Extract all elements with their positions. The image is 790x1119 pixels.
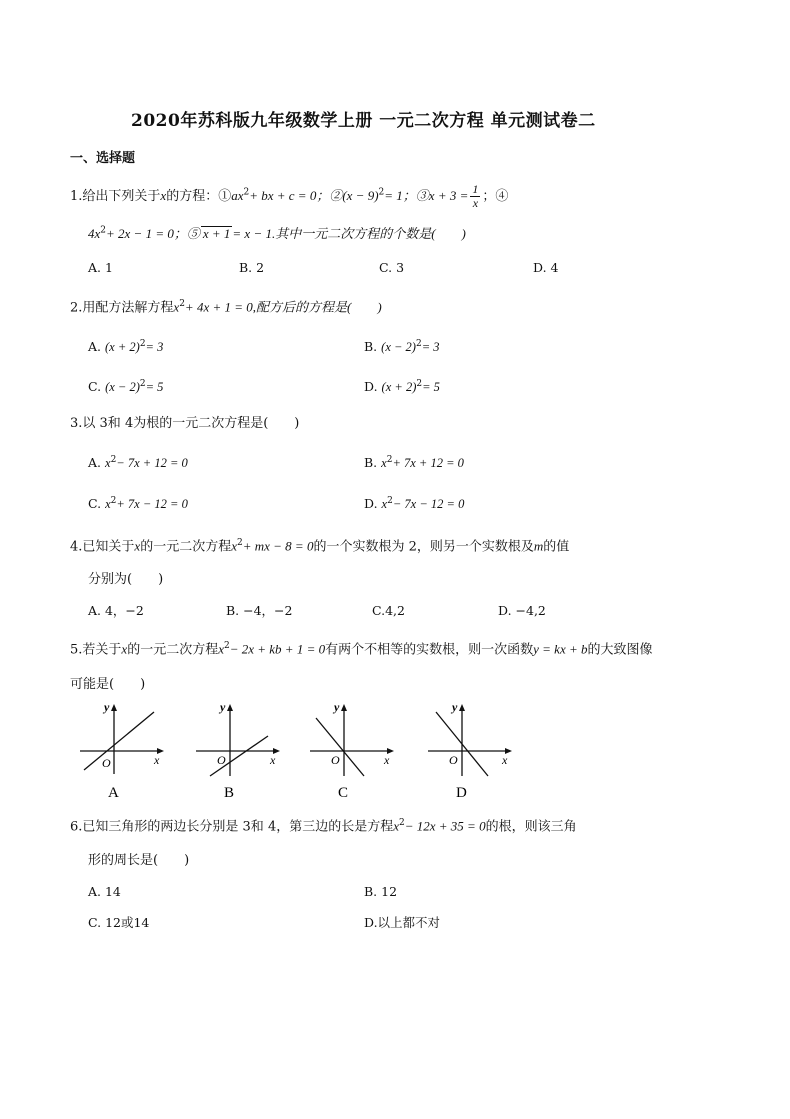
- origin-label: O: [449, 753, 458, 767]
- graph-label: A: [108, 785, 119, 800]
- x-axis-label: x: [154, 753, 160, 767]
- q4-option-a: A. 4，−2: [88, 603, 144, 618]
- y-axis-label: y: [104, 700, 110, 714]
- q3-option-a: A. $x^2- 7x + 12 = 0$: [88, 455, 188, 471]
- q4-option-c: C.4,2: [372, 603, 405, 618]
- q6-option-d: D.以上都不对: [364, 915, 441, 930]
- q1-option-d: D. 4: [533, 260, 559, 275]
- y-axis-label: y: [220, 700, 226, 714]
- graph-label: D: [456, 785, 467, 800]
- x-axis-label: x: [270, 753, 276, 767]
- graph-option-a: [76, 696, 168, 800]
- q3-option-c: C. $x^2+ 7x - 12 = 0$: [88, 496, 188, 512]
- q3-option-b: B. $x^2+ 7x + 12 = 0$: [364, 455, 464, 471]
- section-heading: 一、选择题: [70, 151, 136, 166]
- q2-option-b: B. $(x - 2)^2= 3$: [364, 339, 440, 355]
- q2-option-c: C. $(x - 2)^2= 5$: [88, 379, 164, 395]
- x-axis-label: x: [502, 753, 508, 767]
- q4-option-d: D. −4,2: [498, 603, 546, 618]
- graph-label: B: [224, 785, 235, 800]
- graph-option-c: [306, 696, 398, 800]
- q4-option-b: B. −4，−2: [226, 603, 293, 618]
- graph-option-b: [192, 696, 284, 800]
- y-axis-label: y: [334, 700, 340, 714]
- q2-option-d: D. $(x + 2)^2= 5$: [364, 379, 440, 395]
- x-axis-label: x: [384, 753, 390, 767]
- y-axis-label: y: [452, 700, 458, 714]
- graph-label: C: [338, 785, 349, 800]
- fraction-1-over-x: $\frac{1}{x}$: [472, 182, 479, 210]
- question-6-line-2: 形的周长是( ): [88, 853, 190, 868]
- question-5-line-2: 可能是( ): [70, 677, 146, 692]
- q2-option-a: A. $(x + 2)^2= 3$: [88, 339, 164, 355]
- q6-option-c: C. 12或14: [88, 915, 150, 930]
- origin-label: O: [217, 753, 226, 767]
- origin-label: O: [331, 753, 340, 767]
- question-6-line-1: 6.已知三角形的两边长分别是 3和 4，第三边的长是方程$x^2- 12x + 35 = 0$的根，则该三角: [70, 818, 577, 835]
- question-4-line-1: 4.已知关于x的一元二次方程$x^2+$ mx − 8 = 0的一个实数根为 2，则另一个实数根及m的值: [70, 538, 570, 555]
- square-root: x + 1: [202, 226, 231, 241]
- q1-option-c: C. 3: [379, 260, 405, 275]
- graph-option-d: [424, 696, 516, 800]
- q1-option-b: B. 2: [239, 260, 265, 275]
- question-1-line-1: 1.给出下列关于x的方程：$①ax^2+$ bx + c = 0；②(x − 9)$^2$= 1；③x + 3 = $\frac{1}{x}$ ；④: [70, 182, 509, 210]
- question-3: 3.以 3和 4为根的一元二次方程是( ): [70, 416, 300, 431]
- question-4-line-2: 分别为( ): [88, 572, 164, 587]
- origin-label: O: [102, 756, 111, 770]
- q6-option-b: B. 12: [364, 884, 398, 899]
- page-title: 2020年苏科版九年级数学上册 一元二次方程 单元测试卷二: [131, 111, 596, 131]
- question-5-line-1: 5.若关于x的一元二次方程$x^2- 2x$ + kb + 1 = 0有两个不相等的实数根，则一次函数y = kx + b的大致图像: [70, 641, 653, 658]
- question-1-line-2: $4x^2+ 2x - 1 = 0$；⑤ x + 1 = x − 1.其中一元二次方程的个数是( ): [88, 225, 466, 241]
- q3-option-d: D. $x^2- 7x - 12 = 0$: [364, 496, 465, 512]
- q1-option-a: A. 1: [88, 260, 113, 275]
- question-2: 2.用配方法解方程$x^2+ 4x + 1 = 0$,配方后的方程是( ): [70, 299, 382, 316]
- q6-option-a: A. 14: [88, 884, 121, 899]
